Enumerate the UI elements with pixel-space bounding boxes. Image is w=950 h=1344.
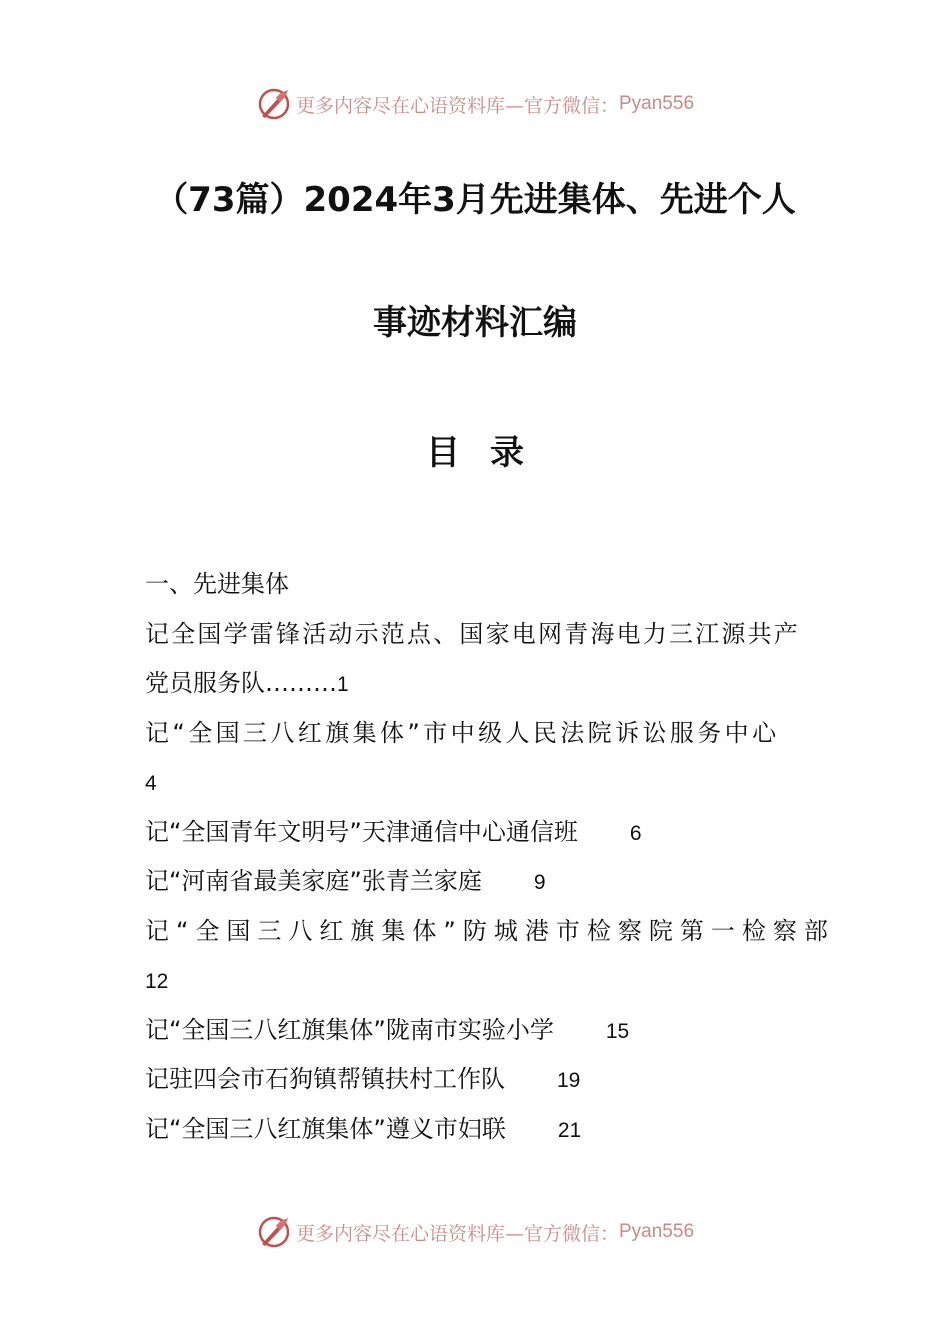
banner-account: Pyan556 — [619, 1221, 695, 1242]
toc-entry-title: 记“全国三八红旗集体”防城港市检察院第一检察部 — [145, 916, 835, 945]
toc-entry-page: 19 — [557, 1069, 581, 1092]
document-title-line2: 事迹材料汇编 — [373, 303, 577, 343]
toc-entry-title: 记“全国三八红旗集体”市中级人民法院诉讼服务中心 — [145, 718, 780, 747]
document-title-line1: （73篇）2024年3月先进集体、先进个人 — [154, 180, 796, 220]
banner-account: Pyan556 — [619, 93, 695, 114]
banner-text: 更多内容尽在心语资料库—官方微信： — [295, 94, 619, 117]
toc-entry[interactable] — [145, 1105, 805, 1155]
toc-entry[interactable] — [145, 1055, 805, 1105]
toc-entry-title: 记驻四会市石狗镇帮镇扶村工作队 — [145, 1065, 505, 1093]
toc-entry-title-continued: 党员服务队……… — [145, 669, 337, 697]
toc-entry-title: 记“全国青年文明号”天津通信中心通信班 — [145, 817, 578, 846]
toc-entry-title: 记全国学雷锋活动示范点、国家电网青海电力三江源共产 — [145, 619, 800, 648]
banner-text: 更多内容尽在心语资料库—官方微信： — [295, 1222, 619, 1245]
toc-entry-page: 21 — [557, 1118, 582, 1142]
toc-entry[interactable] — [145, 709, 805, 808]
toc-entry[interactable] — [145, 1006, 805, 1056]
quill-logo-icon — [256, 86, 292, 122]
toc-entry-title: 记“全国三八红旗集体”遵义市妇联 — [145, 1114, 506, 1143]
toc-heading: 目录 — [426, 433, 554, 473]
toc-entry[interactable] — [145, 857, 805, 907]
header-banner — [0, 84, 950, 124]
quill-logo-icon — [256, 1214, 292, 1250]
toc-entry-page: 12 — [145, 970, 169, 993]
toc-entry-page: 1 — [337, 673, 349, 696]
toc-entry-title: 记“全国三八红旗集体”陇南市实验小学 — [145, 1015, 554, 1044]
table-of-contents — [145, 560, 835, 1154]
toc-entry-page: 9 — [533, 871, 546, 894]
footer-banner — [0, 1212, 950, 1252]
toc-entry[interactable] — [145, 610, 805, 709]
toc-entry[interactable] — [145, 907, 835, 1006]
toc-section-heading: 一、先进集体 — [145, 570, 289, 598]
toc-entry-title: 记“河南省最美家庭”张青兰家庭 — [145, 867, 482, 895]
toc-entry-page: 15 — [605, 1019, 630, 1043]
toc-entry-page: 6 — [629, 821, 642, 845]
toc-entry-page: 4 — [145, 772, 157, 795]
toc-entry[interactable] — [145, 808, 805, 858]
